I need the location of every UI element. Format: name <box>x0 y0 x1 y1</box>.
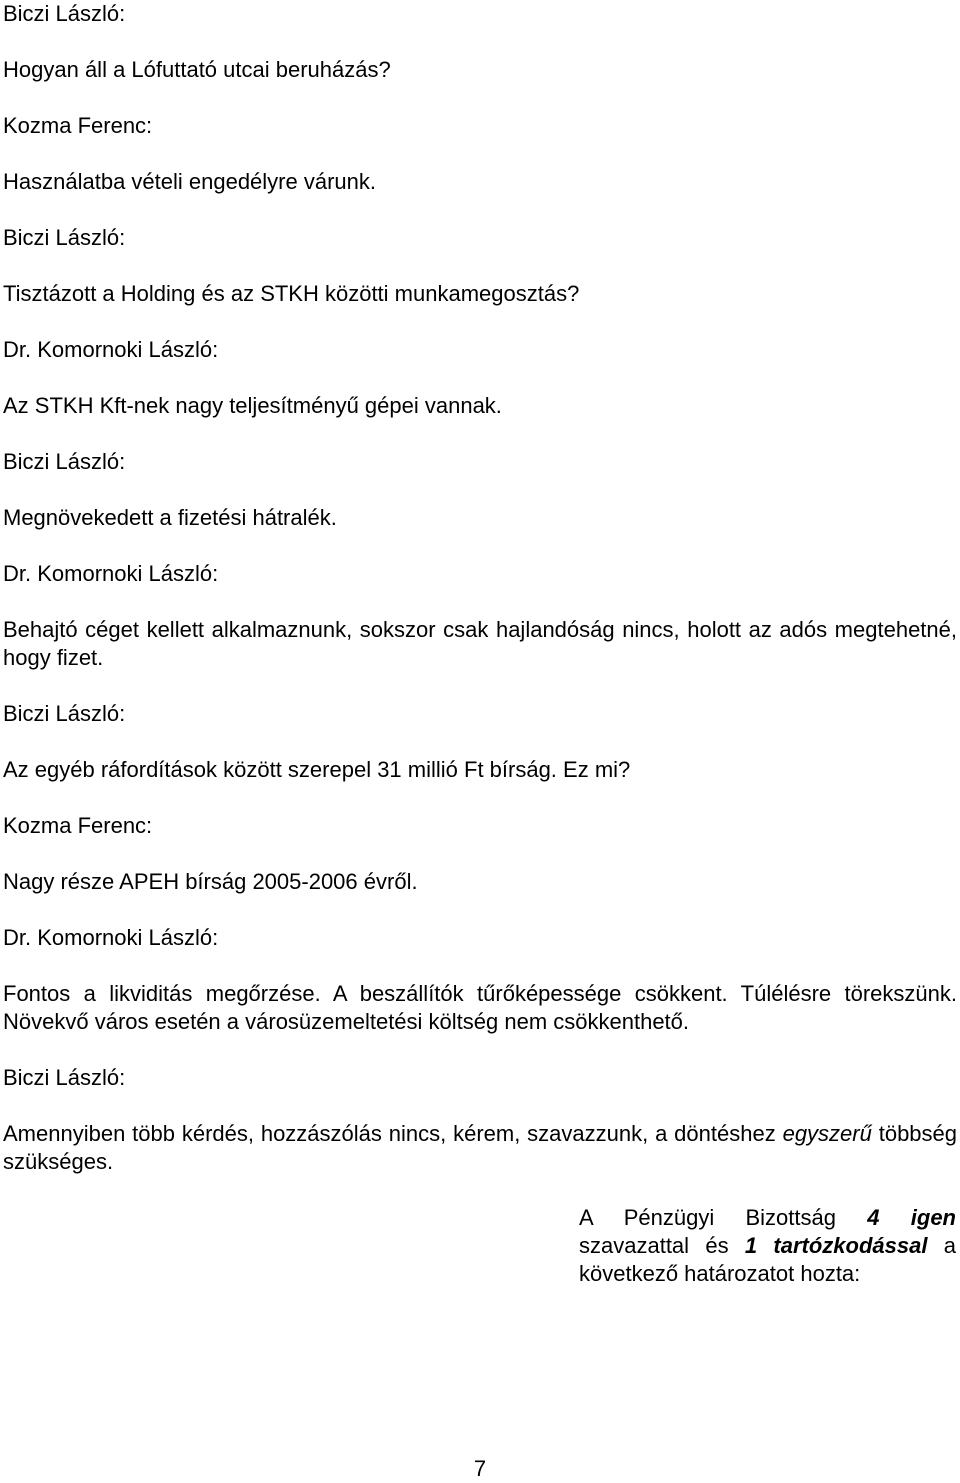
dialogue-entry <box>3 448 957 532</box>
dialogue-entry <box>3 112 957 196</box>
speaker-name: Dr. Komornoki László: <box>3 337 219 362</box>
dialogue-entry <box>3 812 957 896</box>
speaker-name: Biczi László: <box>3 1065 126 1090</box>
decision-text: szavazattal és <box>579 1233 745 1258</box>
committee-decision <box>579 1204 956 1288</box>
speech-text <box>3 1120 957 1176</box>
speaker-name: Dr. Komornoki László: <box>3 925 219 950</box>
speech-text: Az egyéb ráfordítások között szerepel 31 millió Ft bírság. Ez mi? <box>3 757 631 782</box>
dialogue-entry <box>3 924 957 1036</box>
speech-text: Behajtó céget kellett alkalmaznunk, sokszor csak hajlandóság nincs, holott az adós megtehetné, hogy fizet. <box>3 617 957 670</box>
speaker-name: Kozma Ferenc: <box>3 813 153 838</box>
dialogue-entry <box>3 224 957 308</box>
page-number: 7 <box>473 1456 487 1481</box>
decision-text: a következő határozatot hozta: <box>579 1233 956 1286</box>
speech-text: Tisztázott a Holding és az STKH közötti munkamegosztás? <box>3 281 580 306</box>
speaker-name: Kozma Ferenc: <box>3 113 153 138</box>
dialogue-entry <box>3 560 957 672</box>
speaker-name: Biczi László: <box>3 701 126 726</box>
votes-abstain: 1 tartózkodással <box>744 1233 928 1258</box>
speech-text-part: Amennyiben több kérdés, hozzászólás nincs, kérem, szavazzunk, a döntéshez <box>3 1121 783 1146</box>
dialogue-entry <box>3 700 957 784</box>
speech-text: Megnövekedett a fizetési hátralék. <box>3 505 337 530</box>
speech-text: Az STKH Kft-nek nagy teljesítményű gépei vannak. <box>3 393 502 418</box>
votes-yes: 4 igen <box>867 1205 956 1230</box>
speech-text: Fontos a likviditás megőrzése. A beszállítók tűrőképessége csökkent. Túlélésre törekszünk. Növekvő város esetén a városüzemeltetési költség nem csökkenthető. <box>3 981 957 1034</box>
dialogue-entry <box>3 1064 957 1176</box>
speaker-name: Dr. Komornoki László: <box>3 561 219 586</box>
speech-text-part: többség szükséges. <box>3 1121 958 1174</box>
dialogue-entry <box>3 0 957 84</box>
speaker-name: Biczi László: <box>3 1 126 26</box>
speech-text: Nagy része APEH bírság 2005-2006 évről. <box>3 869 418 894</box>
speaker-name: Biczi László: <box>3 449 126 474</box>
speech-text: Hogyan áll a Lófuttató utcai beruházás? <box>3 57 391 82</box>
emphasis-text: egyszerű <box>782 1121 872 1146</box>
decision-text: A Pénzügyi Bizottság <box>579 1205 868 1230</box>
speaker-name: Biczi László: <box>3 225 126 250</box>
speech-text: Használatba vételi engedélyre várunk. <box>3 169 377 194</box>
dialogue-entry <box>3 336 957 420</box>
